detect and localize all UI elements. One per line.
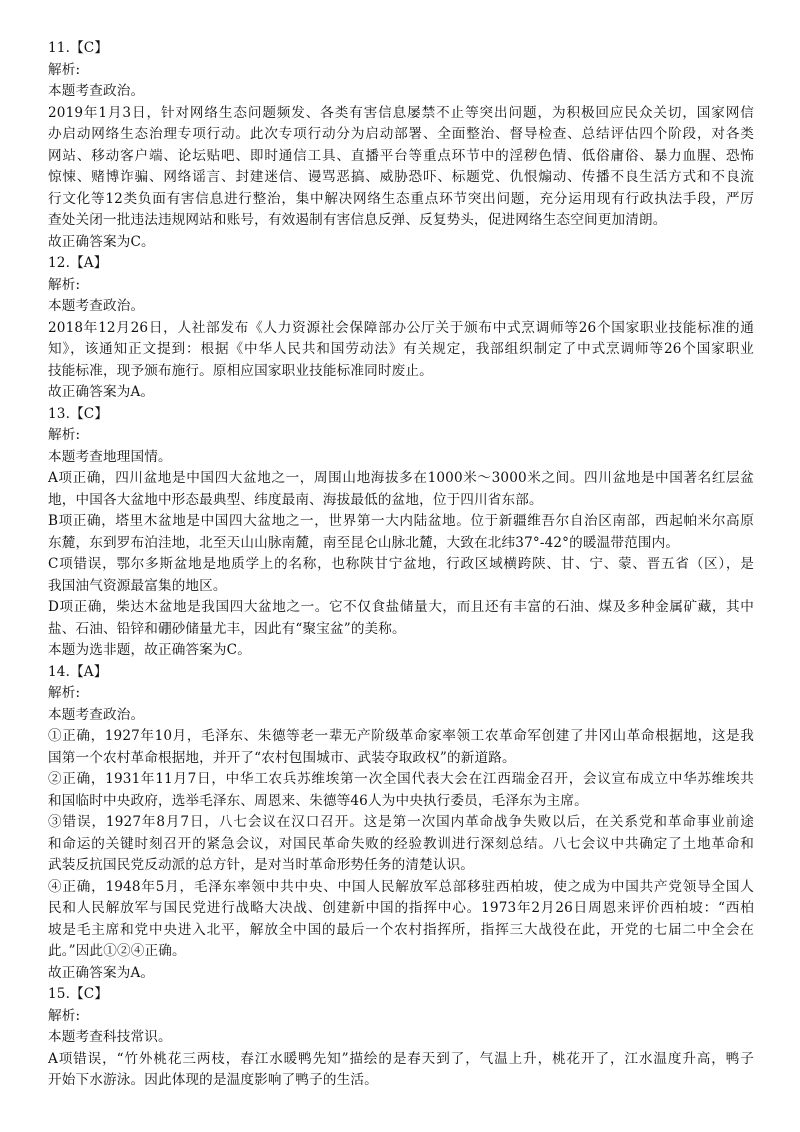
analysis-text-line: 行文化等12类负面有害信息进行整治，集中解决网络生态重点环节突出问题，充分运用现有行政执法手段，严厉 (48, 190, 754, 207)
analysis-label: 解析: (48, 1007, 81, 1024)
question-number: 15.【C】 (48, 986, 109, 1002)
analysis-label: 解析: (48, 427, 81, 443)
analysis-text-line: C项错误，鄂尔多斯盆地是地质学上的名称，也称陕甘宁盆地，行政区域横跨陕、甘、宁、蒙、晋五省（区），是 (48, 556, 754, 572)
analysis-text-line: 本题考查政治。 (48, 706, 145, 723)
analysis-text-line: A项错误，“竹外桃花三两枝，春江水暖鸭先知”描绘的是春天到了，气温上升，桃花开了，江水温度升高，鸭子 (48, 1050, 754, 1067)
analysis-text-line: B项正确，塔里木盆地是中国四大盆地之一，世界第一大内陆盆地。位于新疆维吾尔自治区南部，西起帕米尔高原 (48, 513, 754, 529)
analysis-text-line: 2019年1月3日，针对网络生态问题频发、各类有害信息屡禁不止等突出问题，为积极回应民众关切，国家网信 (48, 104, 754, 121)
analysis-text-line: 坡是毛主席和党中央进入北平，解放全中国的最后一个农村指挥所，指挥三大战役在此，开党的七届二中全会在 (48, 921, 754, 938)
analysis-text-line: ③错误，1927年8月7日，八七会议在汉口召开。这是第一次国内革命战争失败以后，在关系党和革命事业前途 (48, 814, 754, 830)
analysis-label: 解析: (48, 61, 81, 78)
analysis-text-line: 网站、移动客户端、论坛贴吧、即时通信工具、直播平台等重点环节中的淫秽色情、低俗庸俗、暴力血腥、恐怖 (48, 147, 754, 164)
analysis-text-line: 技能标准，现予颁布施行。原相应国家职业技能标准同时废止。 (48, 362, 433, 379)
analysis-text-line: ①正确，1927年10月，毛泽东、朱德等老一辈无产阶级革命家率领工农革命军创建了井冈山革命根据地，这是我 (48, 728, 754, 744)
analysis-text-line: A项正确，四川盆地是中国四大盆地之一，周围山地海拔多在1000米～3000米之间。四川盆地是中国著名红层盆 (48, 470, 754, 486)
analysis-text-line: 地，中国各大盆地中形态最典型、纬度最南、海拔最低的盆地，位于四川省东部。 (48, 491, 543, 508)
analysis-text-line: 查处关闭一批违法违规网站和账号，有效遏制有害信息反弹、反复势头，促进网络生态空间更加清朗。 (48, 212, 667, 228)
question-block (48, 253, 754, 404)
analysis-text-line: 本题考查地理国情。 (48, 448, 172, 465)
question-block (48, 38, 754, 253)
analysis-text-line: 惊悚、赌博诈骗、网络谣言、封建迷信、谩骂恶搞、威胁恐吓、标题党、仇恨煽动、传播不良生活方式和不良流 (48, 169, 754, 185)
analysis-text-line: D项正确，柴达木盆地是我国四大盆地之一。它不仅食盐储量大，而且还有丰富的石油、煤及多种金属矿藏，其中 (48, 599, 754, 615)
analysis-text-line: 本题考查政治。 (48, 83, 145, 99)
analysis-text-line: 和命运的关键时刻召开的紧急会议，对国民革命失败的经验教训进行深刻总结。八七会议中共确定了土地革命和 (48, 835, 754, 852)
analysis-text-line: 2018年12月26日，人社部发布《人力资源社会保障部办公厅关于颁布中式烹调师等26个国家职业技能标准的通 (48, 319, 754, 336)
answer-line: 故正确答案为A。 (48, 384, 155, 400)
analysis-text-line: 此。”因此①②④正确。 (48, 943, 186, 959)
question-block (48, 404, 754, 662)
analysis-text-line: 办启动网络生态治理专项行动。此次专项行动分为启动部署、全面整治、督导检查、总结评估四个阶段，对各类 (48, 126, 754, 142)
question-block (48, 984, 754, 1092)
analysis-text-line: 盐、石油、铅锌和硼砂储量尤丰，因此有“聚宝盆”的美称。 (48, 620, 406, 637)
analysis-text-line: 武装反抗国民党反动派的总方针，是对当时革命形势任务的清楚认识。 (48, 857, 475, 873)
analysis-text-line: 和国临时中央政府，选举毛泽东、周恩来、朱德等46人为中央执行委员，毛泽东为主席。 (48, 792, 588, 809)
analysis-text-line: 我国油气资源最富集的地区。 (48, 577, 227, 594)
question-number: 13.【C】 (48, 405, 109, 422)
answer-line: 故正确答案为A。 (48, 964, 155, 981)
answer-line: 本题为选非题，故正确答案为C。 (48, 642, 251, 658)
analysis-text-line: 开始下水游泳。因此体现的是温度影响了鸭子的生活。 (48, 1072, 378, 1088)
analysis-text-line: ④正确，1948年5月，毛泽东率领中共中央、中国人民解放军总部移驻西柏坡，使之成为中国共产党领导全国人 (48, 878, 754, 895)
analysis-text-line: 民和人民解放军与国民党进行战略大决战、创建新中国的指挥中心。1973年2月26日周恩来评价西柏坡：“西柏 (48, 900, 754, 916)
analysis-text-line: 本题考查政治。 (48, 298, 145, 314)
question-number: 11.【C】 (48, 40, 109, 56)
answer-line: 故正确答案为C。 (48, 233, 155, 250)
analysis-label: 解析: (48, 276, 81, 293)
question-block (48, 662, 754, 985)
analysis-text-line: 国第一个农村革命根据地，并开了“农村包围城市、武装夺取政权”的新道路。 (48, 749, 516, 766)
question-number: 14.【A】 (48, 663, 108, 680)
analysis-text-line: 本题考查科技常识。 (48, 1029, 172, 1045)
analysis-text-line: 东麓，东到罗布泊洼地，北至天山山脉南麓，南至昆仑山脉北麓，大致在北纬37°-42°的暖温带范围内。 (48, 534, 680, 551)
analysis-text-line: ②正确，1931年11月7日，中华工农兵苏维埃第一次全国代表大会在江西瑞金召开，会议宣布成立中华苏维埃共 (48, 771, 754, 787)
analysis-label: 解析: (48, 685, 81, 701)
analysis-text-line: 知》，该通知正文提到：根据《中华人民共和国劳动法》有关规定，我部组织制定了中式烹调师等26个国家职业 (48, 341, 754, 357)
question-number: 12.【A】 (48, 255, 108, 271)
